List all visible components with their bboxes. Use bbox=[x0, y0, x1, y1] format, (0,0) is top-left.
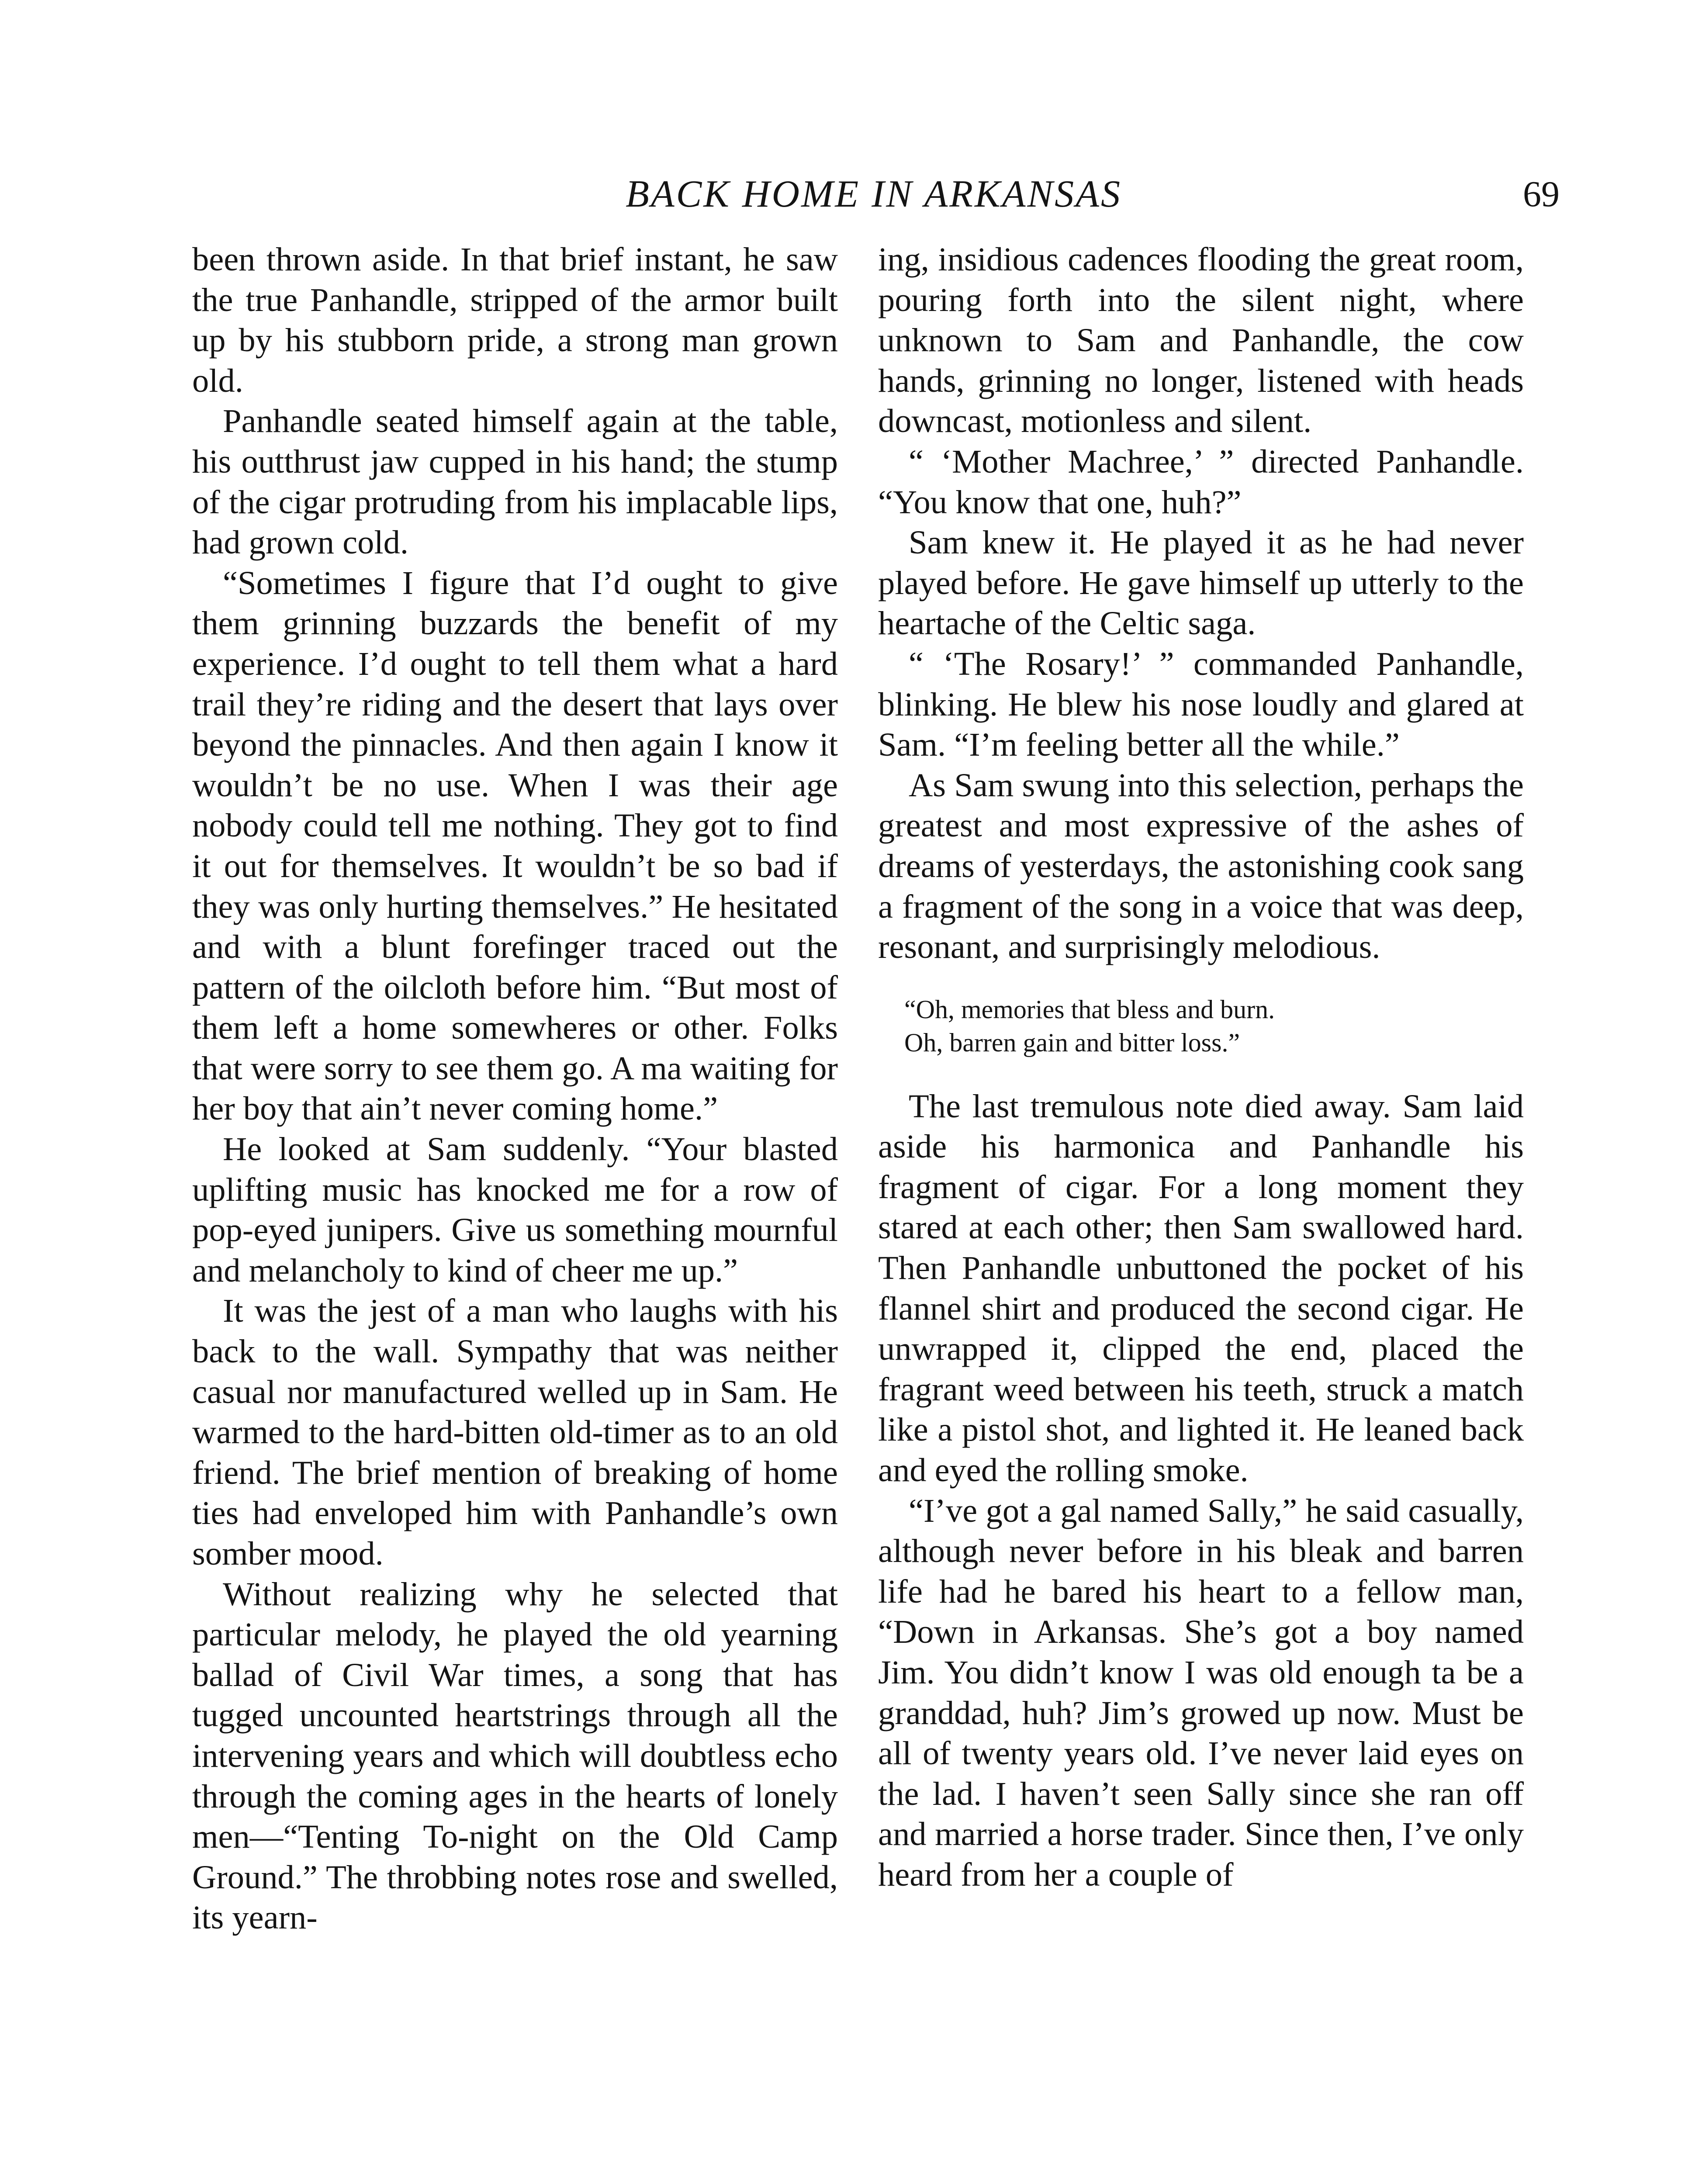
paragraph: He looked at Sam suddenly. “Your blasted uplifting music has knocked me for a row of pop-eyed junipers. Give us something mournful and melancholy to kind of cheer me up.” bbox=[192, 1130, 838, 1289]
paragraph: “I’ve got a gal named Sally,” he said casually, although never before in his bleak and barren life had he bared his heart to a fellow man, “Down in Arkansas. She’s got a boy named Jim. You didn’t know I was old enough ta be a granddad, huh? Jim’s growed up now. Must be all of twenty years old. I’ve never laid eyes on the lad. I haven’t seen Sally since she ran off and married a horse trader. Since then, I’ve only heard from her a couple of bbox=[878, 1492, 1524, 1893]
paragraph: been thrown aside. In that brief instant, he saw the true Panhandle, stripped of the armor built up by his stubborn pride, a strong man grown old. bbox=[192, 241, 838, 399]
paragraph: ing, insidious cadences flooding the great room, pouring forth into the silent night, where unknown to Sam and Panhandle, the cow hands, grinning no longer, listened with heads downcast, motionless and silent. bbox=[878, 241, 1524, 440]
song-verse bbox=[904, 993, 1524, 1059]
paragraph: Without realizing why he selected that particular melody, he played the old yearning ballad of Civil War times, a song that has tugged uncounted heartstrings through all the intervening years and which will doubtless echo through the coming ages in the hearts of lonely men—“Tenting To-night on the Old Camp Ground.” The throbbing notes rose and swelled, its yearn- bbox=[192, 1575, 838, 1936]
paragraph: “Sometimes I figure that I’d ought to give them grinning buzzards the benefit of my experience. I’d ought to tell them what a hard trail they’re riding and the desert that lays over beyond the pinnacles. And then again I know it wouldn’t be no use. When I was their age nobody could tell me nothing. They got to find it out for themselves. It wouldn’t be so bad if they was only hurting themselves.” He hesitated and with a blunt forefinger traced out the pattern of the oilcloth before him. “But most of them left a home somewheres or other. Folks that were sorry to see them go. A ma waiting for her boy that ain’t never coming home.” bbox=[192, 564, 838, 1127]
paragraph: The last tremulous note died away. Sam laid aside his harmonica and Panhandle his fragment of cigar. For a long moment they stared at each other; then Sam swallowed hard. Then Panhandle unbuttoned the pocket of his flannel shirt and produced the second cigar. He unwrapped it, clipped the end, placed the fragrant weed between his teeth, struck a match like a pistol shot, and lighted it. He leaned back and eyed the rolling smoke. bbox=[878, 1087, 1524, 1489]
running-title: BACK HOME IN ARKANSAS bbox=[626, 173, 1122, 215]
paragraph: It was the jest of a man who laughs with his back to the wall. Sympathy that was neither casual nor manufactured welled up in Sam. He warmed to the hard-bitten old-timer as to an old friend. The brief mention of breaking of home ties had enveloped him with Panhandle’s own somber mood. bbox=[192, 1292, 838, 1572]
page-header bbox=[188, 168, 1560, 221]
page-number: 69 bbox=[1523, 174, 1560, 214]
left-column bbox=[192, 239, 838, 1938]
paragraph: “ ‘The Rosary!’ ” commanded Panhandle, blinking. He blew his nose loudly and glared at Sam. “I’m feeling better all the while.” bbox=[878, 645, 1524, 764]
paragraph: As Sam swung into this selection, perhaps the greatest and most expressive of the ashes of dreams of yesterdays, the astonishing cook sang a fragment of the song in a voice that was deep, resonant, and surprisingly melodious. bbox=[878, 766, 1524, 966]
paragraph: “ ‘Mother Machree,’ ” directed Panhandle. “You know that one, huh?” bbox=[878, 442, 1524, 521]
paragraph: Sam knew it. He played it as he had never played before. He gave himself up utterly to the heartache of the Celtic saga. bbox=[878, 524, 1524, 642]
verse-line: “Oh, memories that bless and burn. bbox=[904, 995, 1275, 1024]
right-column bbox=[878, 239, 1524, 1895]
verse-line: Oh, barren gain and bitter loss.” bbox=[904, 1028, 1240, 1057]
paragraph: Panhandle seated himself again at the table, his outthrust jaw cupped in his hand; the stump of the cigar protruding from his implacable lips, had grown cold. bbox=[192, 402, 838, 561]
